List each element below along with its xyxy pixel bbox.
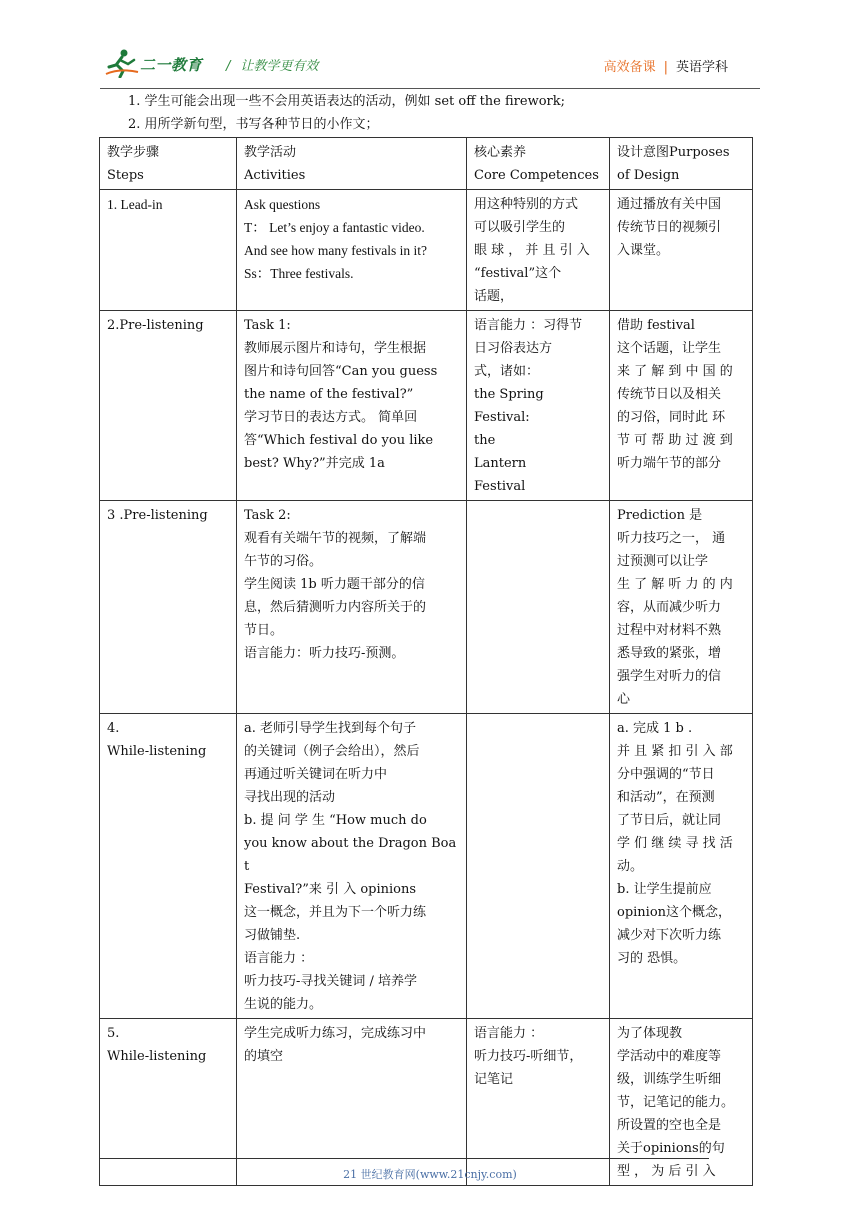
purpose-line: 听力端午节的部分 [617,456,722,471]
purpose-cell [610,501,753,714]
purpose-line: 借助 festival [617,318,695,333]
activity-cell [237,714,467,1019]
activity-line: Festival?”来 引 入 opinions [244,882,417,897]
activity-line: 息，然后猜测听力内容所关于的 [244,600,427,615]
step-line: While-listening [107,1049,207,1064]
competence-cell [467,190,610,311]
competence-line: 式，诸如： [474,364,540,379]
competence-line: the [474,433,496,448]
table-header-row [100,138,753,190]
purpose-line: 强学生对听力的信 [617,669,722,684]
activity-line: 生说的能力。 [244,997,323,1012]
activity-line: best? Why?”并完成 1a [244,456,385,471]
activity-cell [237,501,467,714]
purpose-line: 节 可 帮 助 过 渡 到 [617,433,733,448]
slogan: / 让教学更有效 [226,59,319,74]
activity-line: Task 2: [244,508,291,523]
competence-line: 记笔记 [474,1072,514,1087]
table-row [100,311,753,501]
activity-line: b. 提 问 学 生 “How much do [244,813,427,828]
activity-line: Ask questions [244,197,321,212]
competence-line: 可以吸引学生的 [474,220,566,235]
purpose-line: 生 了 解 听 力 的 内 [617,577,733,592]
activity-line: And see how many festivals in it? [244,243,427,258]
purpose-line: 动。 [617,859,644,874]
purpose-line: 节，记笔记的能力。 [617,1095,735,1110]
purpose-line: 听力技巧之一， 通 [617,531,726,546]
activity-cell [237,311,467,501]
header-cell-competences: 核心素养 Core Competences [467,138,610,190]
purpose-line: 所设置的空也全是 [617,1118,722,1133]
purpose-cell [610,714,753,1019]
activity-line: 学生完成听力练习，完成练习中 [244,1026,427,1041]
step-cell [100,190,237,311]
purpose-line: 并 且 紧 扣 引 入 部 [617,744,733,759]
table-row [100,190,753,311]
purpose-line: 和活动”，在预测 [617,790,715,805]
competence-cell [467,714,610,1019]
purpose-line: 级，训练学生听细 [617,1072,722,1087]
purpose-cell [610,311,753,501]
competence-line: “festival”这个 [474,266,562,281]
activity-cell [237,1019,467,1186]
activity-line: 学习节日的表达方式。 简单回 [244,410,418,425]
purpose-line: b. 让学生提前应 [617,882,712,897]
activity-line: 观看有关端午节的视频，了解端 [244,531,427,546]
header-right-a: 高效备课 [603,60,656,75]
page-footer: 21 世纪教育网(www.21cnjy.com) [343,1168,517,1181]
competence-cell [467,1019,610,1186]
step-line: 3 .Pre-listening [107,508,208,523]
purpose-line: Prediction 是 [617,508,703,523]
purpose-line: opinion这个概念， [617,905,732,920]
activity-line: 答“Which festival do you like [244,433,434,448]
activity-line: 语言能力 ： [244,951,314,966]
competence-line: 日习俗表达方 [474,341,553,356]
logo [104,48,224,80]
step-line: 5. [107,1026,120,1041]
activity-line: Task 1: [244,318,291,333]
activity-line: 习做铺垫. [244,928,301,943]
header-divider [100,88,760,89]
step-line: 4. [107,721,120,736]
purpose-line: 通过播放有关中国 [617,197,722,212]
page-header [100,44,760,90]
competence-cell [467,311,610,501]
purpose-line: 过程中对材料不熟 [617,623,722,638]
slogan-text: 让教学更有效 [240,59,319,74]
purpose-line: 传统节日以及相关 [617,387,722,402]
purpose-line: 入课堂。 [617,243,670,258]
activity-line: 听力技巧-寻找关键词 / 培养学 [244,974,418,989]
purpose-cell [610,190,753,311]
purpose-line: 了节日后，就让同 [617,813,722,828]
activity-line: the name of the festival?” [244,387,414,402]
activity-line: 午节的习俗。 [244,554,323,569]
activity-line: 节日。 [244,623,284,638]
competence-line: 语言能力 ： [474,1026,544,1041]
purpose-line: 学 们 继 续 寻 找 活 [617,836,733,851]
table-row [100,1019,753,1186]
activity-line: Ss：Three festivals. [244,266,354,281]
activity-line: T： Let’s enjoy a fantastic video. [244,220,425,235]
purpose-line: 心 [617,692,631,707]
purpose-line: 传统节日的视频引 [617,220,722,235]
step-line: While-listening [107,744,207,759]
purpose-line: 为了体现教 [617,1026,683,1041]
header-cell-purposes: 设计意图Purposes of Design [610,138,753,190]
activity-line: 这一概念，并且为下一个听力练 [244,905,427,920]
activity-line: 再通过听关键词在听力中 [244,767,388,782]
activity-line: a. 老师引导学生找到每个句子 [244,721,417,736]
purpose-line: 悉导致的紧张，增 [617,646,722,661]
purpose-cell [610,1019,753,1186]
activity-line: 的填空 [244,1049,284,1064]
activity-line: 语言能力：听力技巧-预测。 [244,646,405,661]
header-right-b: 英语学科 [675,60,728,75]
activity-line: 的关键词（例子会给出），然后 [244,744,420,759]
step-cell [100,311,237,501]
competence-line: Festival: [474,410,530,425]
competence-line: the Spring [474,387,544,402]
purpose-line: 的习俗，同时此 环 [617,410,726,425]
competence-line: Festival [474,479,526,494]
competence-line: 话题， [474,289,514,304]
competence-cell [467,501,610,714]
activity-line: 教师展示图片和诗句，学生根据 [244,341,427,356]
competence-line: 听力技巧-听细节， [474,1049,583,1064]
purpose-line: 关于opinions的句 [617,1141,725,1156]
purpose-line: a. 完成 1 b . [617,721,693,736]
purpose-line: 型 ， 为 后 引 入 [617,1164,716,1179]
header-cell-activities: 教学活动 Activities [237,138,467,190]
competence-line: 眼 球 ， 并 且 引 入 [474,243,590,258]
step-cell [100,714,237,1019]
purpose-line: 来 了 解 到 中 国 的 [617,364,733,379]
purpose-line: 容，从而减少听力 [617,600,722,615]
activity-cell [237,190,467,311]
lesson-plan-table [99,137,753,1186]
logo-text: 二一教育 [140,56,203,74]
purpose-line: 习的 恐惧。 [617,951,687,966]
runner-logo-icon [104,48,140,78]
activity-line: 学生阅读 1b 听力题干部分的信 [244,577,425,592]
purpose-line: 这个话题，让学生 [617,341,722,356]
step-cell [100,501,237,714]
step-line: 1. Lead-in [107,197,163,212]
pre-item-1: 1. 学生可能会出现一些不会用英语表达的活动，例如 set off the firework; [128,94,566,109]
pre-item-2: 2. 用所学新句型，书写各种节日的小作文； [128,117,379,132]
header-separator: | [663,60,668,75]
activity-line: you know about the Dragon Boat [244,836,457,874]
activity-line: 寻找出现的活动 [244,790,336,805]
step-cell [100,1019,237,1186]
purpose-line: 减少对下次听力练 [617,928,722,943]
purpose-line: 学活动中的难度等 [617,1049,722,1064]
competence-line: 用这种特别的方式 [474,197,579,212]
step-line: 2.Pre-listening [107,318,204,333]
header-cell-steps: 教学步骤 Steps [100,138,237,190]
table-row [100,501,753,714]
table-row [100,714,753,1019]
activity-line: 图片和诗句回答“Can you guess [244,364,438,379]
purpose-line: 分中强调的“节日 [617,767,715,782]
competence-line: Lantern [474,456,527,471]
header-subject [604,56,728,75]
footer-divider [99,1158,709,1159]
purpose-line: 过预测可以让学 [617,554,709,569]
competence-line: 语言能力 ：习得节 [474,318,583,333]
